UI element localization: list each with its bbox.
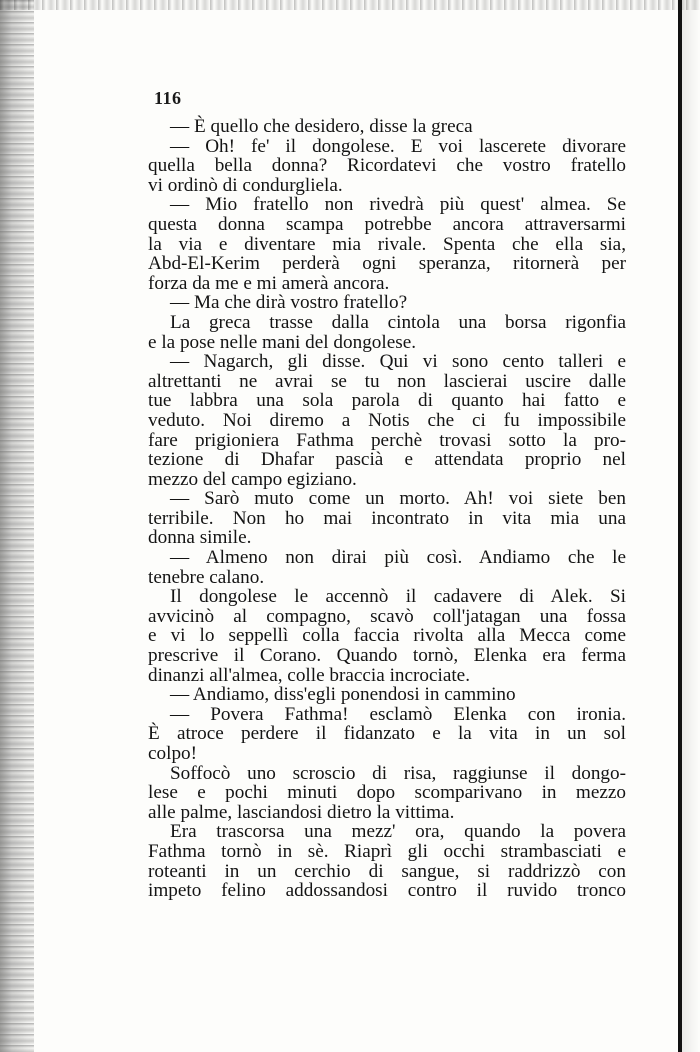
- text-line: — Sarò muto come un morto. Ah! voi siete ben: [170, 488, 626, 510]
- text-line: mezzo del campo egiziano.: [148, 468, 357, 490]
- page-number: 116: [154, 88, 182, 108]
- text-line: quella bella donna? Ricordatevi che vostro fratello: [148, 155, 626, 177]
- text-line: — Ma che dirà vostro fratello?: [170, 292, 408, 314]
- text-line: — È quello che desidero, disse la greca: [170, 116, 473, 137]
- text-line: e vi lo seppellì colla faccia rivolta alla Mecca come: [148, 625, 626, 647]
- text-line: La greca trasse dalla cintola una borsa rigonfia: [170, 311, 626, 333]
- text-line: fare prigioniera Fathma perchè trovasi sotto la pro-: [148, 429, 626, 451]
- text-line: impeto felino addossandosi contro il ruvido tronco: [148, 880, 626, 902]
- text-line: tenebre calano.: [148, 566, 265, 588]
- text-line: questa donna scampa potrebbe ancora attraversarmi: [148, 213, 626, 235]
- body-text: [148, 117, 626, 901]
- text-line: — Oh! fe' il dongolese. E voi lascerete divorare: [170, 135, 626, 157]
- page-edge-shadow: [682, 0, 700, 1052]
- scan-edge-left: [0, 0, 34, 1052]
- text-line: altrettanti ne avrai se tu non lascierai uscire dalle: [148, 370, 626, 392]
- text-line: alle palme, lasciandosi dietro la vittima.: [148, 801, 455, 823]
- text-line: — Andiamo, diss'egli ponendosi in cammino: [170, 684, 516, 706]
- text-line: È atroce perdere il fidanzato e la vita in un sol: [148, 723, 626, 745]
- text-line: Era trascorsa una mezz' ora, quando la povera: [170, 821, 626, 843]
- text-line: — Almeno non dirai più così. Andiamo che le: [170, 547, 626, 569]
- text-line: dinanzi all'almea, colle braccia incrociate.: [148, 664, 470, 686]
- text-line: donna simile.: [148, 527, 252, 549]
- text-line: — Povera Fathma! esclamò Elenka con ironia.: [170, 703, 626, 725]
- text-line: tue labbra una sola parola di quanto hai fatto e: [148, 390, 626, 412]
- text-line: Abd-El-Kerim perderà ogni speranza, ritornerà per: [148, 253, 626, 275]
- text-line: Fathma tornò in sè. Riaprì gli occhi strambasciati e: [148, 840, 626, 862]
- text-line: prescrive il Corano. Quando tornò, Elenka era ferma: [148, 645, 626, 667]
- text-line: — Nagarch, gli disse. Qui vi sono cento talleri e: [170, 351, 626, 373]
- text-line: Soffocò uno scroscio di risa, raggiunse il dongo-: [170, 762, 626, 784]
- text-line: vi ordinò di condurgliela.: [148, 174, 343, 196]
- text-line: roteanti in un cerchio di sangue, si raddrizzò con: [148, 860, 626, 882]
- text-line: tezione di Dhafar pascià e attendata proprio nel: [148, 449, 626, 471]
- text-line: la via e diventare mia rivale. Spenta che ella sia,: [148, 233, 626, 255]
- text-line: Il dongolese le accennò il cadavere di Alek. Si: [170, 586, 626, 608]
- text-line: forza da me e mi amerà ancora.: [148, 272, 390, 294]
- text-line: e la pose nelle mani del dongolese.: [148, 331, 417, 353]
- text-line: — Mio fratello non rivedrà più quest' almea. Se: [170, 194, 626, 216]
- text-line: lese e pochi minuti dopo scomparivano in mezzo: [148, 782, 626, 804]
- text-line: terribile. Non ho mai incontrato in vita mia una: [148, 507, 626, 529]
- scan-edge-top: [0, 0, 700, 10]
- text-line: avvicinò al compagno, scavò coll'jatagan una fossa: [148, 605, 626, 627]
- text-line: veduto. Noi diremo a Notis che ci fu impossibile: [148, 409, 626, 431]
- text-line: colpo!: [148, 743, 198, 764]
